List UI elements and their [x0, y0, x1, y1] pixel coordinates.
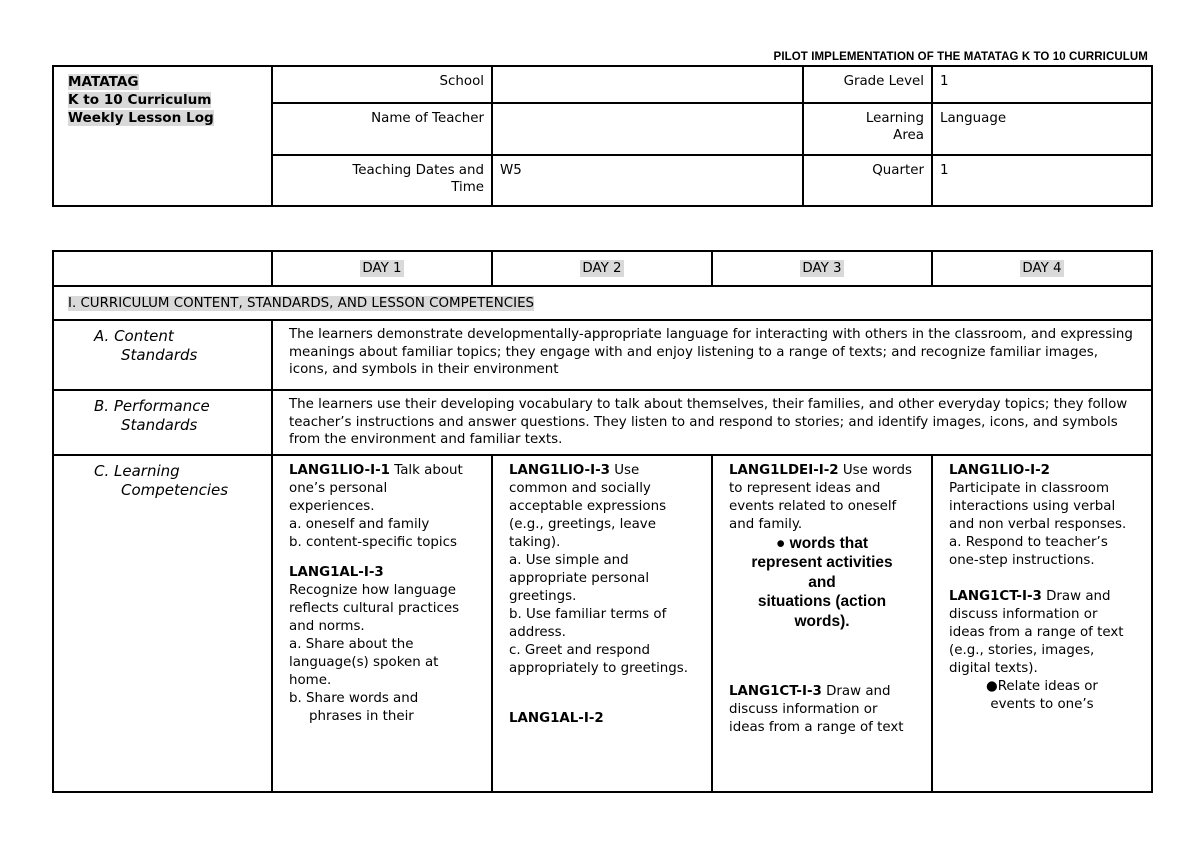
performance-standards-text: The learners use their developing vocabulary to talk about themselves, their families, and other everyday topics; they follow teacher’s instructions and answer questions. They listen to and respond to stories; and identify images, icons, and symbols from the environment and familiar texts. — [272, 390, 1152, 455]
day-4-competencies: LANG1LIO-I-2 Participate in classroom interactions using verbal and non verbal responses. a. Respond to teacher’s one-step instructions. LANG1CT-I-3 Draw and discuss information or ideas from a range of text (e.g., stories, images, digital texts). ●Relate ideas or events to one’s — [932, 455, 1152, 792]
competency-code: LANG1LDEI-I-2 — [729, 462, 839, 478]
performance-standards-label: B. Performance Standards — [53, 390, 272, 455]
competency-code: LANG1CT-I-3 — [949, 588, 1042, 604]
teaching-dates-label-line-2: Time — [451, 180, 484, 195]
day-2-competencies: LANG1LIO-I-3 Use common and socially acceptable expressions (e.g., greetings, leave taking). a. Use simple and appropriate personal greetings. b. Use familiar terms of address. c. Greet and respond appropriately to greetings. LANG1AL-I-2 — [492, 455, 712, 792]
title-line-2: K to 10 Curriculum — [68, 92, 212, 108]
day-1-competencies: LANG1LIO-I-1 Talk about one’s personal experiences. a. oneself and family b. content-specific topics LANG1AL-I-3 Recognize how language reflects cultural practices and norms. a. Share about the language(s) spoken at home. b. Share words and phrases in their — [272, 455, 492, 792]
bullet-item: ● words that represent activities and situations (action words). — [751, 534, 893, 630]
lesson-log-header-table — [52, 65, 1153, 207]
competency-code: LANG1CT-I-3 — [729, 684, 822, 699]
corner-cell — [53, 251, 272, 286]
quarter-field[interactable]: 1 — [932, 155, 1152, 206]
teacher-field[interactable] — [492, 103, 803, 155]
competency-code: LANG1AL-I-3 — [289, 564, 384, 580]
content-standards-text: The learners demonstrate developmentally-appropriate language for interacting with others in the classroom, and expressing meanings about familiar topics; they engage with and enjoy listening to a range of texts; and recognize familiar images, icons, and symbols in their environment — [272, 320, 1152, 390]
grade-level-field[interactable]: 1 — [932, 66, 1152, 103]
learning-competencies-label: C. Learning Competencies — [53, 455, 272, 792]
day-3-header: DAY 3 — [712, 251, 932, 286]
day-2-header: DAY 2 — [492, 251, 712, 286]
lesson-log-title — [53, 66, 272, 206]
competency-code: LANG1LIO-I-3 — [509, 462, 610, 478]
teaching-dates-label — [272, 155, 492, 206]
grade-level-label: Grade Level — [803, 66, 932, 103]
bullet-item: ●Relate ideas or events to one’s — [986, 678, 1098, 712]
school-field[interactable] — [492, 66, 803, 103]
learning-area-label — [803, 103, 932, 155]
teaching-dates-label-line-1: Teaching Dates and — [352, 163, 484, 178]
quarter-label: Quarter — [803, 155, 932, 206]
competency-code: LANG1AL-I-2 — [509, 710, 604, 726]
competency-code: LANG1LIO-I-2 — [949, 462, 1050, 478]
competency-code: LANG1LIO-I-1 — [289, 462, 390, 478]
content-standards-label: A. Content Standards — [53, 320, 272, 390]
section-heading: I. CURRICULUM CONTENT, STANDARDS, AND LESSON COMPETENCIES — [53, 286, 1152, 320]
pilot-implementation-title: PILOT IMPLEMENTATION OF THE MATATAG K TO 10 CURRICULUM — [773, 51, 1148, 63]
day-3-competencies: LANG1LDEI-I-2 Use words to represent ideas and events related to oneself and family. ● words that represent activities and situations (action words). LANG1CT-I-3 Draw and discuss information or ideas from a range of text — [712, 455, 932, 792]
day-4-header: DAY 4 — [932, 251, 1152, 286]
day-1-header: DAY 1 — [272, 251, 492, 286]
learning-area-label-line-1: Learning — [865, 111, 924, 126]
learning-area-field[interactable]: Language — [932, 103, 1152, 155]
learning-area-label-line-2: Area — [893, 128, 924, 143]
title-line-1: MATATAG — [68, 74, 139, 90]
teaching-dates-field[interactable]: W5 — [492, 155, 803, 206]
teacher-label: Name of Teacher — [272, 103, 492, 155]
title-line-3: Weekly Lesson Log — [68, 110, 214, 126]
school-label: School — [272, 66, 492, 103]
lesson-log-main-table — [52, 250, 1153, 793]
